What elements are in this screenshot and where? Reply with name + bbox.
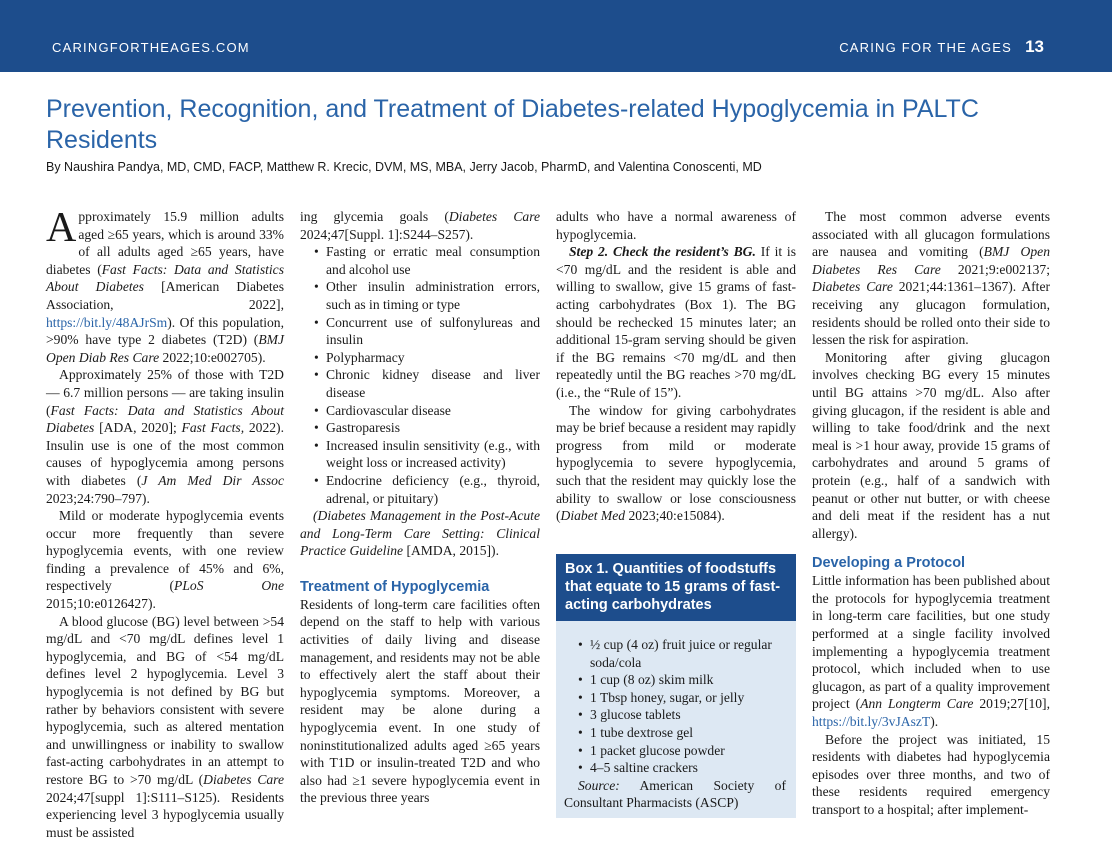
column-4	[812, 208, 1050, 818]
publication-name: CARING FOR THE AGES	[839, 40, 1012, 55]
reference-link[interactable]: https://bit.ly/48AJrSm	[46, 314, 168, 330]
list-item: • Gastroparesis	[314, 419, 540, 437]
list-item: • Endocrine deficiency (e.g., thyroid, adrenal, or pituitary)	[314, 472, 540, 507]
list-item: • 4–5 saltine crackers	[578, 759, 786, 777]
paragraph: Residents of long-term care facilities often depend on the staff to help with various activities of daily living and disease management, and residents may not be able to effectively alert the staff about their hypoglycemia symptoms. Moreover, a resident may be alone during a hypoglycemia event. In one study of noninstitutionalized adults aged ≥65 years with T1D or insulin-treated T2D and who also had ≥1 severe hypoglycemia event in the previous three years	[300, 596, 540, 806]
paragraph: Little information has been published about the protocols for hypoglycemia treatment in long-term care facilities, but one study performed at a single facility involved implementing a hypoglycemia treatment protocol, which included when to use glucagon, as part of a quality improvement project (Ann Longterm Care 2019;27[10], https://bit.ly/3vJAszT).	[812, 573, 1050, 730]
column-2	[300, 208, 540, 818]
list-item: • 1 Tbsp honey, sugar, or jelly	[578, 689, 786, 707]
section-heading: Treatment of Hypoglycemia	[300, 578, 490, 595]
step-label: Step 2. Check the resident’s BG.	[569, 244, 756, 260]
paragraph: Approximately 25% of those with T2D — 6.7 million persons — are taking insulin (Fast Facts: Data and Statistics About Diabetes [ADA, 2020]; Fast Facts, 2022). Insulin use is one of the most common causes of hypoglycemia among persons with diabetes (J Am Med Dir Assoc 2023;24:790–797).	[46, 367, 285, 506]
column-3	[556, 208, 796, 548]
column-1	[46, 205, 285, 840]
risk-factor-list	[300, 243, 540, 507]
list-item: • Chronic kidney disease and liver disease	[314, 366, 540, 401]
paragraph: A blood glucose (BG) level between >54 mg/dL and <70 mg/dL defines level 1 hypoglycemia, and BG of <54 mg/dL defines level 2 hypoglycemia. Level 3 hypoglycemia is not defined by BG but rather by behaviors consistent with severe hypoglycemia, such as altered mentation and unwillingness or inability to swallow fast-acting carbohydrates in an attempt to restore BG to >70 mg/dL (Diabetes Care 2024;47[suppl 1]:S111–S125). Residents experiencing level 3 hypoglycemia usually must be assisted	[46, 613, 284, 840]
list-item: • Fasting or erratic meal consumption and alcohol use	[314, 243, 540, 278]
list-item: • Polypharmacy	[314, 349, 540, 367]
list-item: • ½ cup (4 oz) fruit juice or regular soda/cola	[578, 636, 786, 671]
section-heading: Developing a Protocol	[812, 555, 966, 572]
reference-link[interactable]: https://bit.ly/3vJAszT	[812, 714, 931, 730]
site-name[interactable]: CARINGFORTHEAGES.COM	[52, 40, 250, 55]
paragraph: (Diabetes Management in the Post-Acute and Long-Term Care Setting: Clinical Practice Guideline [AMDA, 2015]).	[300, 508, 540, 559]
list-item: • 1 tube dextrose gel	[578, 724, 786, 742]
box-heading: Box 1. Quantities of foodstuffs that equate to 15 grams of fast-acting carbohydrates	[556, 554, 796, 621]
list-item: • 3 glucose tablets	[578, 706, 786, 724]
article-byline: By Naushira Pandya, MD, CMD, FACP, Matthew R. Krecic, DVM, MS, MBA, Jerry Jacob, PharmD, and Valentina Conoscenti, MD	[46, 160, 762, 174]
paragraph: Monitoring after giving glucagon involves checking BG every 15 minutes until BG attains >70 mg/dL. Also after giving glucagon, if the resident is able and willing to take food/drink and the next meal is >1 hour away, provide 15 grams of carbohydrates and around 5 grams of protein (e.g., half of a sandwich with peanut or other nut butter, or with cheese and deli meat if the resident has a nut allergy).	[812, 349, 1050, 541]
sidebar-box	[556, 554, 796, 818]
box-source: Source: American Society of Consultant Pharmacists (ASCP)	[564, 777, 786, 811]
page-header	[0, 0, 1112, 72]
paragraph: Approximately 15.9 million adults aged ≥65 years, which is around 33% of all adults aged ≥65 years, have diabetes (Fast Facts: Data and Statistics About Diabetes [American Diabetes Association, 2022], https://bit.ly/48AJrSm). Of this population, >90% have type 2 diabetes (T2D) (BMJ Open Diab Res Care 2022;10:e002705).	[46, 205, 284, 365]
list-item: • Concurrent use of sulfonylureas and insulin	[314, 314, 540, 349]
page-number: 13	[1025, 37, 1044, 56]
list-item: • 1 cup (8 oz) skim milk	[578, 671, 786, 689]
list-item: • Other insulin administration errors, such as in timing or type	[314, 278, 540, 313]
box-list	[556, 621, 796, 777]
paragraph: adults who have a normal awareness of hypoglycemia.	[556, 209, 796, 242]
paragraph: The most common adverse events associated with all glucagon formulations are nausea and vomiting (BMJ Open Diabetes Res Care 2021;9:e002137; Diabetes Care 2021;44:1361–1367). After receiving any glucagon formulation, residents should be rolled onto their side to lessen the risk for aspiration.	[812, 209, 1051, 348]
paragraph: Before the project was initiated, 15 residents with diabetes had hypoglycemia episodes over three months, and two of these residents required emergency transport to a hospital; after implement-	[812, 731, 1050, 817]
paragraph: ing glycemia goals (Diabetes Care 2024;47[Suppl. 1]:S244–S257).	[300, 209, 541, 242]
article-title: Prevention, Recognition, and Treatment of Diabetes-related Hypoglycemia in PALTC Residents	[46, 95, 979, 154]
drop-cap: A	[46, 205, 77, 251]
list-item: • Cardiovascular disease	[314, 402, 540, 420]
list-item: • 1 packet glucose powder	[578, 742, 786, 760]
paragraph: Step 2. Check the resident’s BG. If it is <70 mg/dL and the resident is able and willing to swallow, give 15 grams of fast-acting carbohydrates (Box 1). The BG should be rechecked 15 minutes later; an additional 15-gram serving should be given if the BG remains <70 mg/dL and then repeatedly until the BG reaches >70 mg/dL (i.e., the “Rule of 15”).	[556, 244, 796, 400]
paragraph: The window for giving carbohydrates may be brief because a resident may rapidly progress from mild or moderate hypoglycemia to severe hypoglycemia, such that the resident may quickly lose the ability to swallow or lose consciousness (Diabet Med 2023;40:e15084).	[556, 402, 796, 524]
list-item: • Increased insulin sensitivity (e.g., with weight loss or increased activity)	[314, 437, 540, 472]
paragraph: Mild or moderate hypoglycemia events occur more frequently than severe hypoglycemia events, with one review finding a prevalence of 45% and 6%, respectively (PLoS One 2015;10:e0126427).	[46, 508, 284, 612]
